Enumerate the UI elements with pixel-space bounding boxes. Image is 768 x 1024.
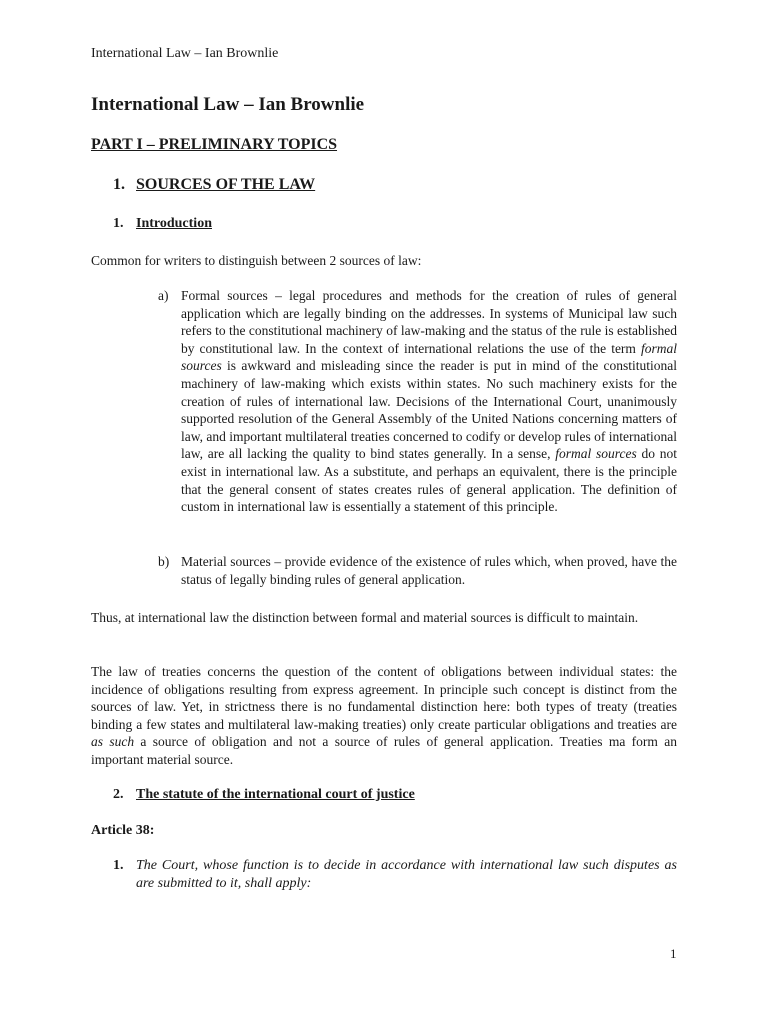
emphasis-text: formal sources bbox=[181, 340, 677, 374]
list-item-material-sources bbox=[158, 553, 677, 588]
subsection-number: 1. bbox=[113, 216, 124, 231]
article-item bbox=[113, 857, 677, 893]
subsection-number: 2. bbox=[113, 787, 124, 802]
text-run: Formal sources – legal procedures and methods for the creation of rules of general application which are legally binding on the addresses. In systems of Municipal law such refers to the constitutional machinery of law-making and the status of the rule is established by constitutional law. In the context of international relations the use of the term bbox=[181, 288, 677, 356]
subsection-title: Introduction bbox=[136, 216, 212, 231]
article-item-text: The Court, whose function is to decide in accordance with international law such disputes as are submitted to it, shall apply: bbox=[136, 858, 677, 891]
text-run: do not exist in international law. As a substitute, and perhaps an equivalent, there is the principle that the general consent of states creates rules of general application. The definition of custom in international law is essentially a statement of this principle. bbox=[181, 446, 677, 515]
paragraph-law-of-treaties bbox=[91, 663, 677, 769]
document-title: International Law – Ian Brownlie bbox=[91, 94, 365, 115]
text-run: a source of obligation and not a source of rules of general application. Treaties ma form an important material source. bbox=[91, 734, 677, 767]
paragraph-thus: Thus, at international law the distinction between formal and material sources is difficult to maintain. bbox=[91, 610, 639, 625]
section-number: 1. bbox=[113, 176, 125, 193]
emphasis-text: formal sources bbox=[555, 446, 637, 462]
list-marker: b) bbox=[158, 554, 170, 569]
list-item-formal-sources bbox=[158, 287, 677, 516]
emphasis-text: as such bbox=[91, 734, 135, 750]
article-item-number: 1. bbox=[113, 858, 124, 873]
page-number: 1 bbox=[670, 946, 677, 961]
article-heading: Article 38: bbox=[91, 823, 155, 838]
list-item-text bbox=[181, 287, 677, 516]
section-heading bbox=[113, 176, 315, 194]
subsection-heading-introduction bbox=[113, 216, 212, 232]
subsection-title: The statute of the international court of justice bbox=[136, 787, 415, 802]
list-marker: a) bbox=[158, 288, 169, 303]
running-header: International Law – Ian Brownlie bbox=[91, 46, 279, 61]
subsection-heading-statute bbox=[113, 787, 415, 803]
intro-paragraph: Common for writers to distinguish between 2 sources of law: bbox=[91, 253, 422, 268]
part-heading: PART I – PRELIMINARY TOPICS bbox=[91, 136, 338, 153]
text-run: is awkward and misleading since the reader is put in mind of the constitutional machinery of law-making which exists within states. No such machinery exists for the creation of rules of international law. Decisions of the International Court, unanimously supported resolution of the General Assembly of the United Nations concerning matters of law, and important multilateral treaties concerned to codify or develop rules of international law, are all lacking the quality to bind states generally. In a sense, bbox=[181, 358, 677, 462]
section-title: SOURCES OF THE LAW bbox=[136, 176, 316, 193]
list-item-text: Material sources – provide evidence of the existence of rules which, when proved, have the status of legally binding rules of general application. bbox=[181, 554, 677, 587]
text-run: The law of treaties concerns the question of the content of obligations between individual states: the incidence of obligations resulting from express agreement. In principle such concept is distinct from the sources of law. Yet, in strictness there is no fundamental distinction here: both types of treaty (treaties binding a few states and multilateral law-making treaties) only create particular obligations and treaties are bbox=[91, 664, 677, 732]
